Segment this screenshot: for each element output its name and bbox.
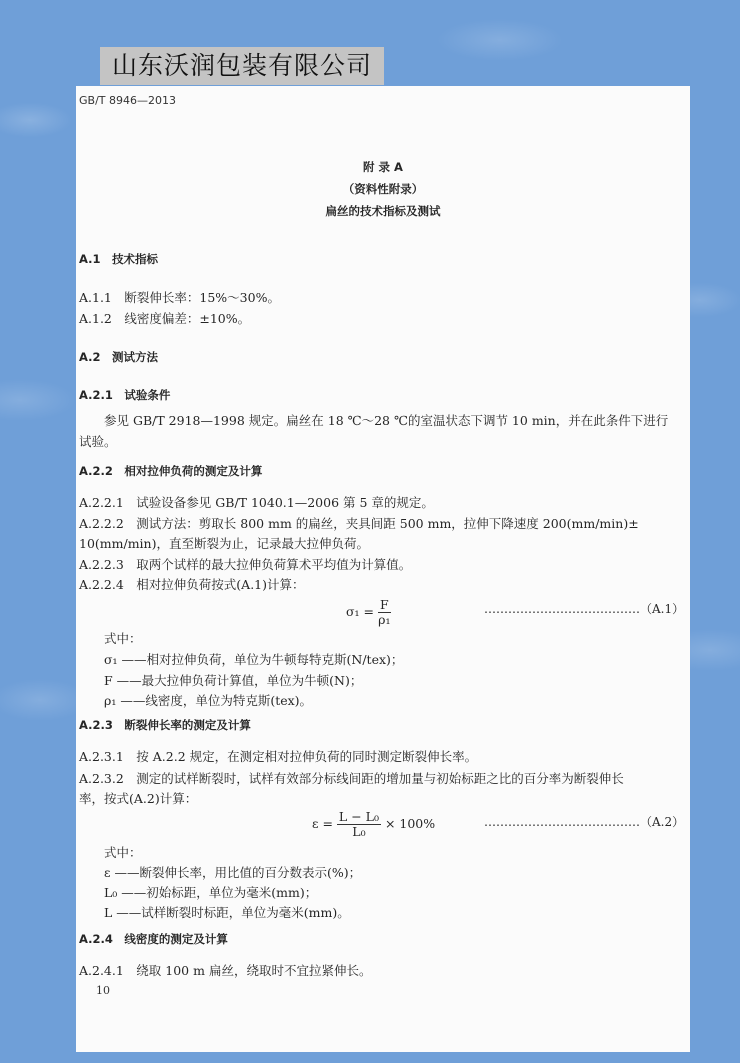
variable-l: L ——试样断裂时标距，单位为毫米(mm)。	[104, 905, 350, 920]
page-number: 10	[96, 984, 110, 997]
section-a23: A.2.3 断裂伸长率的测定及计算	[79, 718, 251, 732]
formula-a1-fraction	[378, 598, 391, 627]
paragraph-a21-line2: 试验。	[79, 434, 117, 449]
equation-number-a1: …………………………………（A.1）	[484, 602, 685, 616]
clause-a224: A.2.2.4 相对拉伸负荷按式(A.1)计算：	[79, 577, 305, 592]
section-a1: A.1 技术指标	[79, 252, 158, 266]
section-a22: A.2.2 相对拉伸负荷的测定及计算	[79, 464, 263, 478]
section-a24: A.2.4 线密度的测定及计算	[79, 932, 228, 946]
clause-a231: A.2.3.1 按 A.2.2 规定，在测定相对拉伸负荷的同时测定断裂伸长率。	[79, 749, 478, 764]
formula-a2-rhs: × 100%	[384, 816, 436, 831]
appendix-subtitle: （资料性附录）	[342, 182, 424, 196]
where-label-2: 式中：	[104, 845, 142, 860]
section-a21: A.2.1 试验条件	[79, 388, 171, 402]
clause-a221: A.2.2.1 试验设备参见 GB/T 1040.1—2006 第 5 章的规定。	[79, 495, 434, 510]
equation-number-a2: …………………………………（A.2）	[484, 815, 685, 829]
variable-rho: ρ₁ ——线密度，单位为特克斯(tex)。	[104, 693, 313, 708]
formula-a2-numerator: L − L₀	[338, 809, 379, 824]
formula-a1-lhs: σ₁ =	[346, 604, 374, 619]
where-label-1: 式中：	[104, 631, 142, 646]
variable-epsilon: ε ——断裂伸长率，用比值的百分数表示(%)；	[104, 865, 362, 880]
clause-a232-line1: A.2.3.2 测定的试样断裂时，试样有效部分标线间距的增加量与初始标距之比的百分率为断裂伸长	[79, 771, 624, 786]
clause-a222-line2: 10(mm/min)，直至断裂为止，记录最大拉伸负荷。	[79, 536, 369, 551]
variable-sigma: σ₁ ——相对拉伸负荷，单位为牛顿每特克斯(N/tex)；	[104, 652, 404, 667]
formula-a1-denominator: ρ₁	[378, 612, 391, 627]
formula-a2-fraction	[337, 810, 381, 839]
formula-a2	[312, 810, 435, 839]
clause-a222-line1: A.2.2.2 测试方法：剪取长 800 mm 的扁丝，夹具间距 500 mm，拉伸下降速度 200(mm/min)±	[79, 516, 639, 531]
clause-a223: A.2.2.3 取两个试样的最大拉伸负荷算术平均值为计算值。	[79, 557, 412, 572]
clause-a12: A.1.2 线密度偏差：±10%。	[79, 311, 251, 326]
formula-a1	[346, 598, 391, 627]
company-banner: 山东沃润包装有限公司	[100, 47, 384, 85]
variable-f: F ——最大拉伸负荷计算值，单位为牛顿(N)；	[104, 673, 363, 688]
formula-a2-lhs: ε =	[312, 816, 333, 831]
variable-l0: L₀ ——初始标距，单位为毫米(mm)；	[104, 885, 318, 900]
clause-a11: A.1.1 断裂伸长率：15%～30%。	[79, 290, 280, 305]
formula-a1-numerator: F	[379, 597, 389, 612]
standard-code: GB/T 8946—2013	[79, 94, 176, 107]
clause-a232-line2: 率，按式(A.2)计算：	[79, 791, 198, 806]
appendix-title: 附 录 A	[363, 160, 403, 174]
formula-a2-denominator: L₀	[352, 824, 366, 839]
appendix-heading: 扁丝的技术指标及测试	[325, 204, 441, 218]
clause-a241: A.2.4.1 绕取 100 m 扁丝，绕取时不宜拉紧伸长。	[79, 963, 372, 978]
section-a2: A.2 测试方法	[79, 350, 158, 364]
paragraph-a21-line1: 参见 GB/T 2918—1998 规定。扁丝在 18 ℃～28 ℃的室温状态下调节 10 min，并在此条件下进行	[104, 413, 669, 428]
